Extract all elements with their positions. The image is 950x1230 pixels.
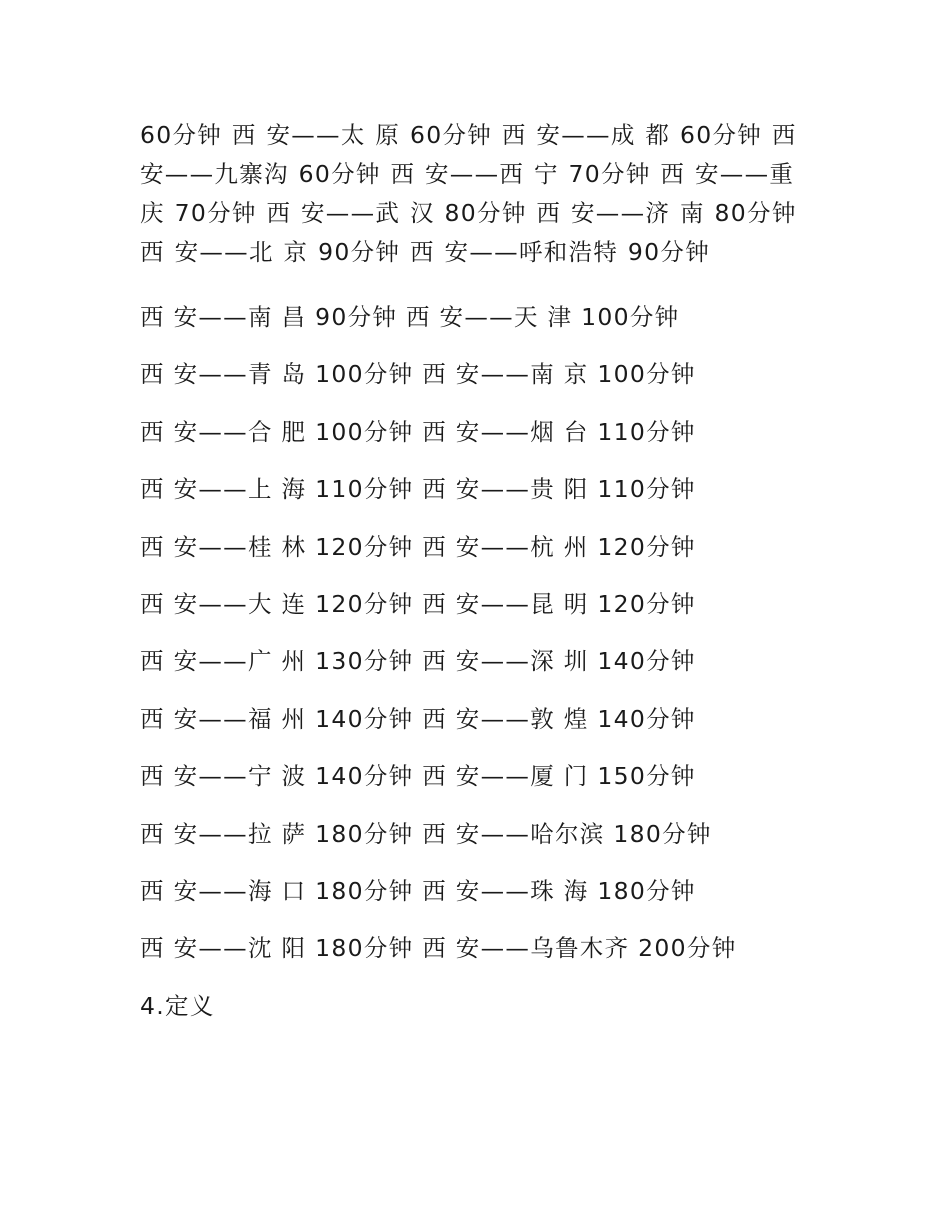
route-line: 西 安——南 昌 90分钟 西 安——天 津 100分钟 xyxy=(140,303,680,331)
route-line: 西 安——桂 林 120分钟 西 安——杭 州 120分钟 xyxy=(140,532,696,561)
route-lines xyxy=(140,289,812,1035)
route-line: 西 安——海 口 180分钟 西 安——珠 海 180分钟 xyxy=(140,877,696,906)
route-line: 西 安——上 海 110分钟 西 安——贵 阳 110分钟 xyxy=(140,475,696,504)
section-heading: 4.定义 xyxy=(140,991,215,1020)
route-line: 西 安——青 岛 100分钟 西 安——南 京 100分钟 xyxy=(140,360,696,389)
route-line: 西 安——合 肥 100分钟 西 安——烟 台 110分钟 xyxy=(140,417,696,446)
route-line: 西 安——沈 阳 180分钟 西 安——乌鲁木齐 200分钟 xyxy=(140,934,737,963)
route-line: 西 安——宁 波 140分钟 西 安——厦 门 150分钟 xyxy=(140,762,696,791)
intro-paragraph: 60分钟 西 安——太 原 60分钟 西 安——成 都 60分钟 西 安——九寨沟 60分钟 西 安——西 宁 70分钟 西 安——重 庆 70分钟 西 安——武 汉 80分钟 西 安——济 南 80分钟 西 安——北 京 90分钟 西 安——呼和浩特 90分钟 xyxy=(140,121,797,266)
route-line: 西 安——拉 萨 180分钟 西 安——哈尔滨 180分钟 xyxy=(140,819,712,848)
route-line: 西 安——大 连 120分钟 西 安——昆 明 120分钟 xyxy=(140,590,696,619)
route-line: 西 安——福 州 140分钟 西 安——敦 煌 140分钟 xyxy=(140,704,696,733)
route-line: 西 安——广 州 130分钟 西 安——深 圳 140分钟 xyxy=(140,647,696,676)
